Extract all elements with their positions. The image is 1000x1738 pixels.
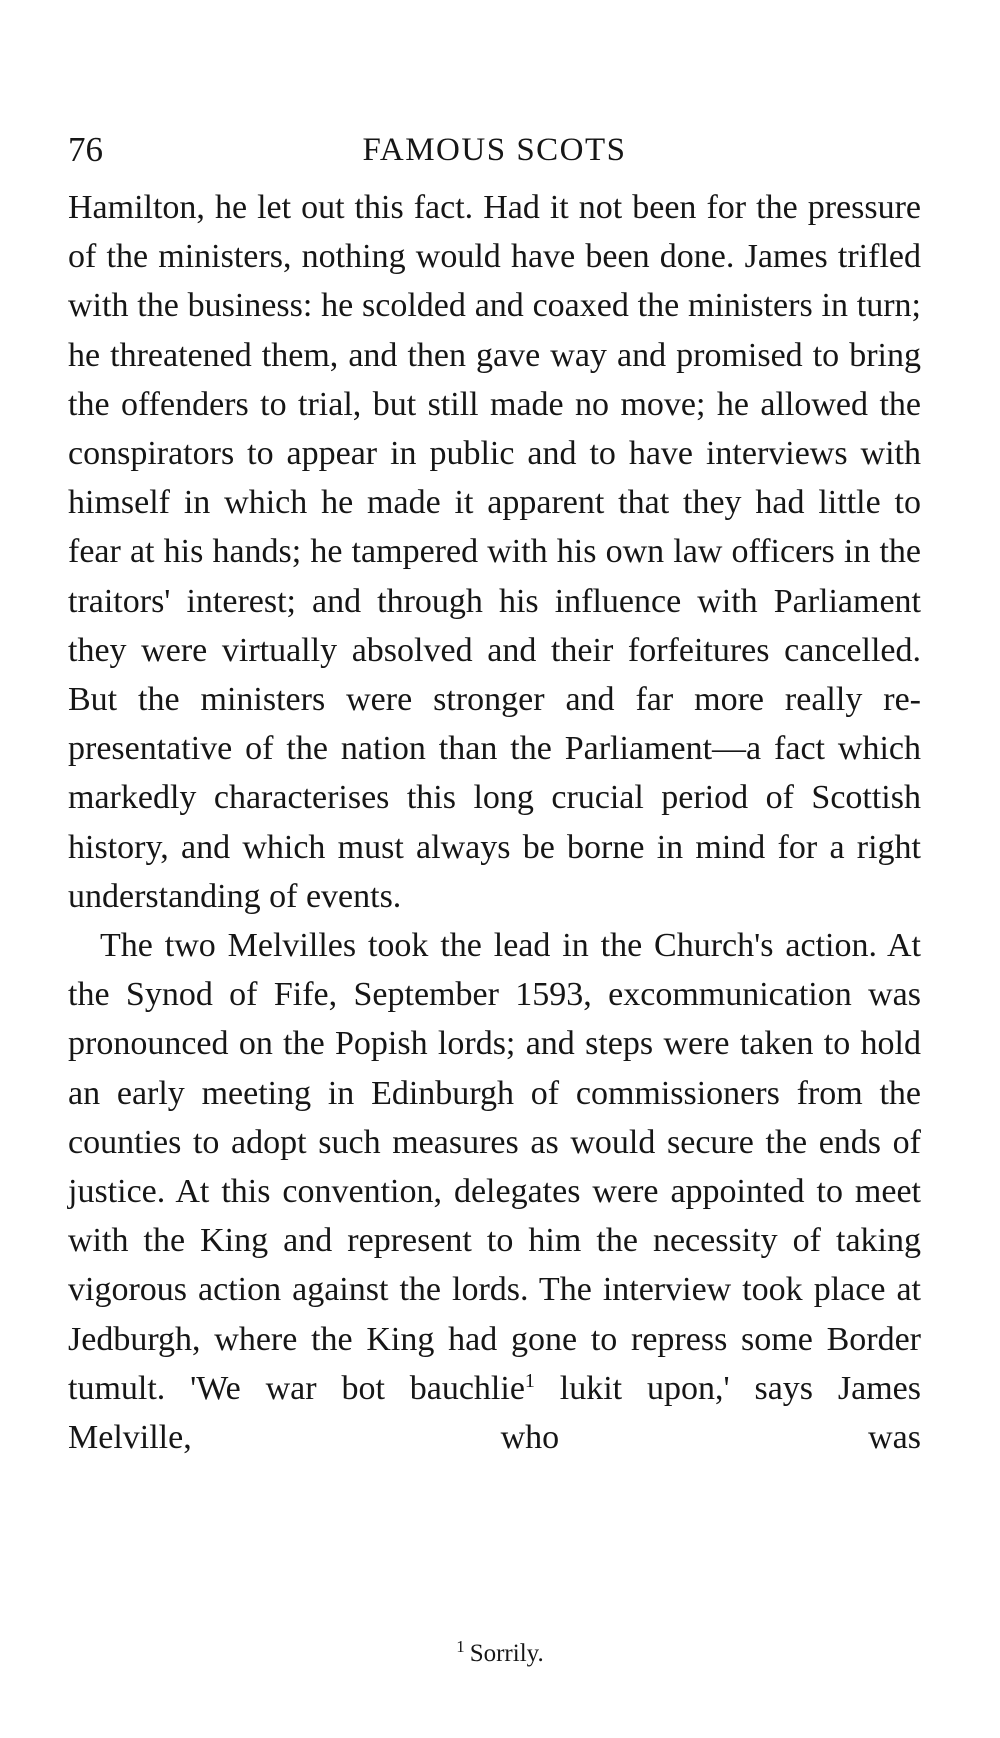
footnote-number: 1	[456, 1637, 465, 1656]
paragraph-2-text: The two Melvilles took the lead in the Church's action. At the Synod of Fife, September 1593, excommunication was pronounced on the Popish lords; and steps were taken to hold an early meeting in Edinburgh of commissioners from the counties to adopt such measures as would secure the ends of justice. At this convention, delegates were appointed to meet with the King and represent to him the necessity of taking vigorous action against the lords. The interview took place at Jedburgh, where the King had gone to repress some Border tumult. 'We war bot bauchlie	[68, 927, 921, 1407]
page-number: 76	[68, 130, 103, 169]
paragraph-2	[68, 921, 921, 1462]
footnote-text: Sorrily.	[469, 1640, 544, 1667]
footnote	[0, 1636, 1000, 1672]
body-text	[68, 183, 921, 1462]
running-title: FAMOUS SCOTS	[362, 132, 627, 168]
paragraph-1: Hamilton, he let out this fact. Had it not been for the pressure of the ministers, nothing would have been done. James trifled with the business: he scolded and coaxed the ministers in turn; he threatened them, and then gave way and promised to bring the offenders to trial, but still made no move; he allowed the conspirators to appear in public and to have interviews with himself in which he made it apparent that they had little to fear at his hands; he tampered with his own law officers in the traitors' interest; and through his influence with Parliament they were virtually absolved and their forfeitures cancelled. But the ministers were stronger and far more really re-presentative of the nation than the Parliament—a fact which markedly characterises this long crucial period of Scottish history, and which must always be borne in mind for a right understanding of events.	[68, 189, 921, 915]
paragraph-2-text-continued: lukit upon,' says James Melville, who was	[68, 1369, 921, 1457]
page-header	[68, 125, 921, 175]
footnote-reference-marker: 1	[524, 1369, 535, 1392]
